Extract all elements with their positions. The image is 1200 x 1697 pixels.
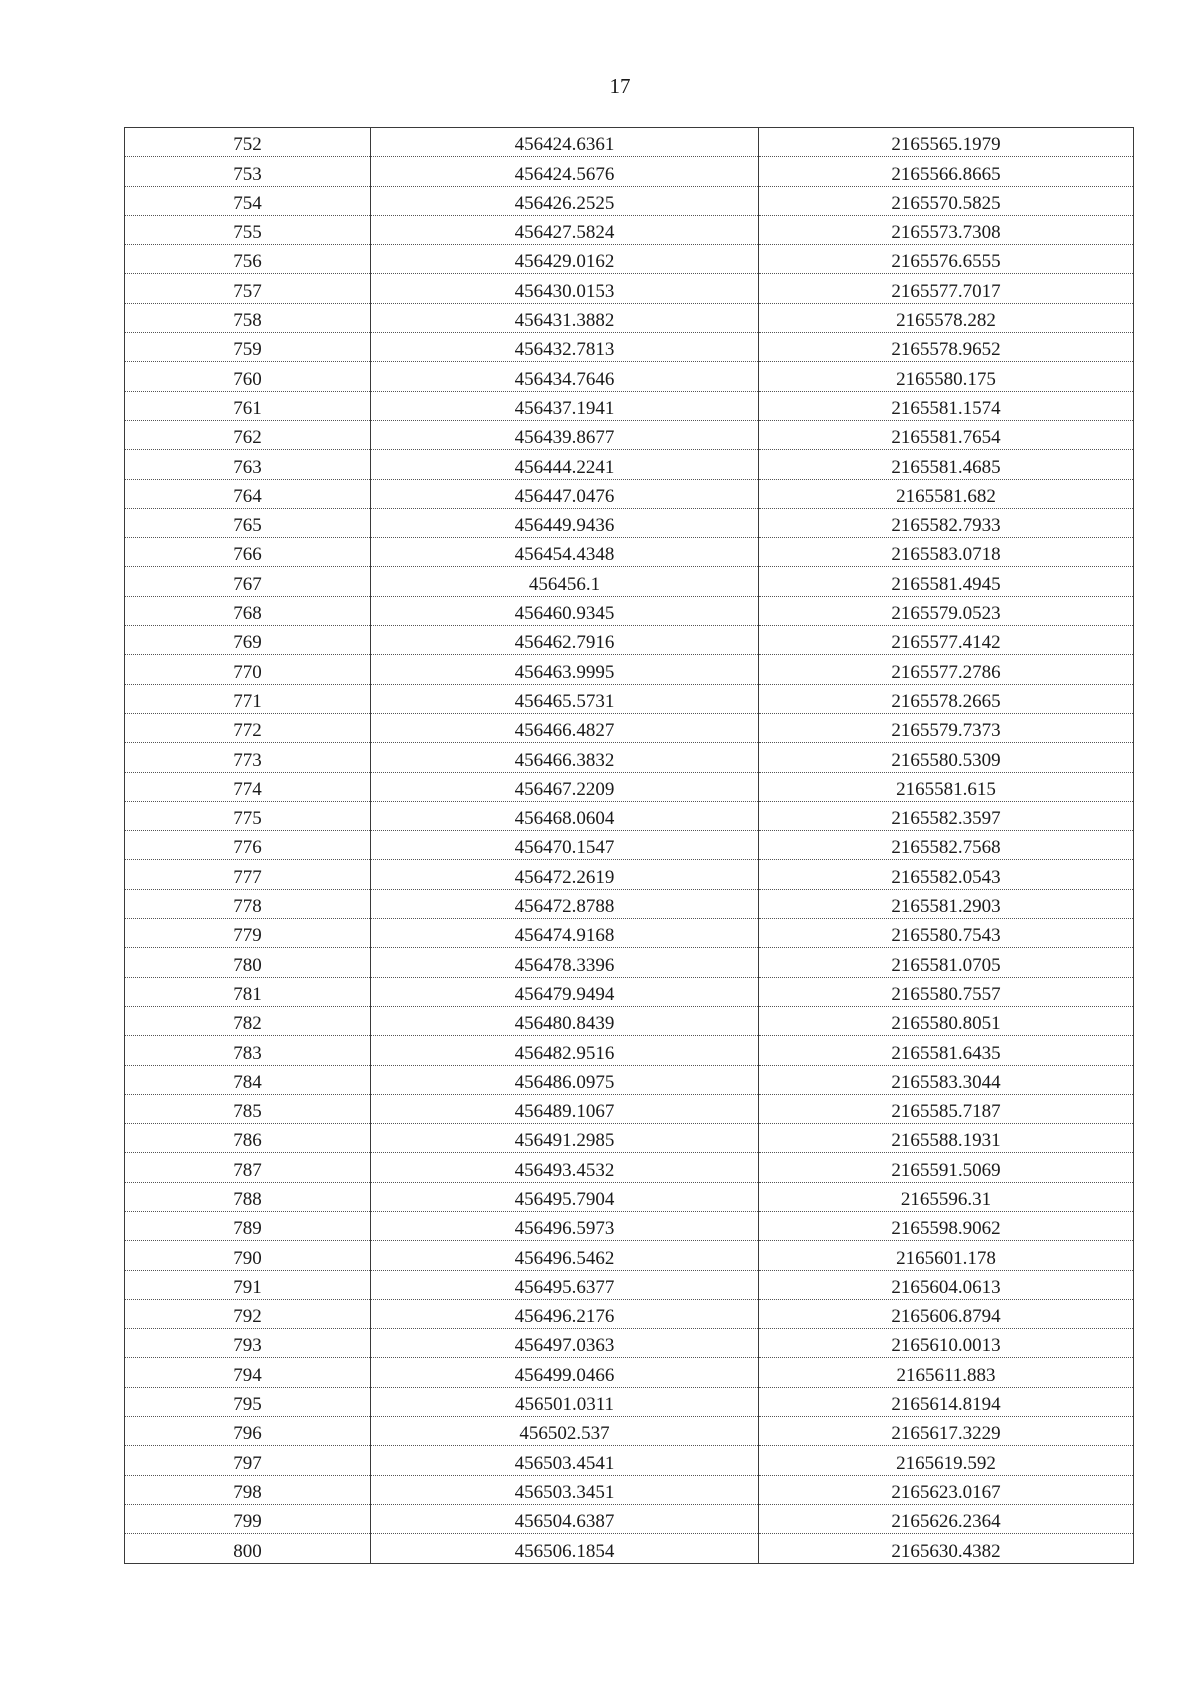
- y-coordinate-cell: 2165606.8794: [759, 1299, 1134, 1328]
- x-coordinate-cell: 456449.9436: [371, 508, 759, 537]
- point-number-cell: 774: [125, 772, 371, 801]
- point-number-cell: 795: [125, 1387, 371, 1416]
- x-coordinate-cell: 456465.5731: [371, 684, 759, 713]
- y-coordinate-cell: 2165577.2786: [759, 655, 1134, 684]
- x-coordinate-cell: 456424.5676: [371, 157, 759, 186]
- x-coordinate-cell: 456432.7813: [371, 333, 759, 362]
- coordinate-table: [124, 127, 1134, 1564]
- point-number-cell: 785: [125, 1094, 371, 1123]
- table-row: [125, 860, 1134, 889]
- y-coordinate-cell: 2165614.8194: [759, 1387, 1134, 1416]
- y-coordinate-cell: 2165580.7557: [759, 977, 1134, 1006]
- x-coordinate-cell: 456466.4827: [371, 713, 759, 742]
- point-number-cell: 773: [125, 743, 371, 772]
- point-number-cell: 787: [125, 1153, 371, 1182]
- x-coordinate-cell: 456437.1941: [371, 391, 759, 420]
- x-coordinate-cell: 456434.7646: [371, 362, 759, 391]
- x-coordinate-cell: 456472.8788: [371, 889, 759, 918]
- y-coordinate-cell: 2165581.4685: [759, 450, 1134, 479]
- y-coordinate-cell: 2165582.3597: [759, 801, 1134, 830]
- table-row: [125, 977, 1134, 1006]
- y-coordinate-cell: 2165583.3044: [759, 1065, 1134, 1094]
- x-coordinate-cell: 456467.2209: [371, 772, 759, 801]
- x-coordinate-cell: 456439.8677: [371, 420, 759, 449]
- y-coordinate-cell: 2165581.2903: [759, 889, 1134, 918]
- table-row: [125, 303, 1134, 332]
- y-coordinate-cell: 2165585.7187: [759, 1094, 1134, 1123]
- table-row: [125, 948, 1134, 977]
- y-coordinate-cell: 2165582.7568: [759, 831, 1134, 860]
- table-row: [125, 538, 1134, 567]
- x-coordinate-cell: 456454.4348: [371, 538, 759, 567]
- point-number-cell: 762: [125, 420, 371, 449]
- x-coordinate-cell: 456496.5462: [371, 1241, 759, 1270]
- table-row: [125, 626, 1134, 655]
- x-coordinate-cell: 456479.9494: [371, 977, 759, 1006]
- x-coordinate-cell: 456503.4541: [371, 1446, 759, 1475]
- table-row: [125, 889, 1134, 918]
- point-number-cell: 789: [125, 1211, 371, 1240]
- table-row: [125, 1299, 1134, 1328]
- x-coordinate-cell: 456426.2525: [371, 186, 759, 215]
- point-number-cell: 756: [125, 245, 371, 274]
- table-row: [125, 1182, 1134, 1211]
- point-number-cell: 758: [125, 303, 371, 332]
- table-row: [125, 684, 1134, 713]
- table-row: [125, 274, 1134, 303]
- point-number-cell: 796: [125, 1417, 371, 1446]
- y-coordinate-cell: 2165580.7543: [759, 919, 1134, 948]
- y-coordinate-cell: 2165578.2665: [759, 684, 1134, 713]
- y-coordinate-cell: 2165623.0167: [759, 1475, 1134, 1504]
- table-row: [125, 713, 1134, 742]
- point-number-cell: 782: [125, 1006, 371, 1035]
- y-coordinate-cell: 2165583.0718: [759, 538, 1134, 567]
- point-number-cell: 788: [125, 1182, 371, 1211]
- point-number-cell: 769: [125, 626, 371, 655]
- table-row: [125, 1475, 1134, 1504]
- x-coordinate-cell: 456486.0975: [371, 1065, 759, 1094]
- point-number-cell: 768: [125, 596, 371, 625]
- point-number-cell: 780: [125, 948, 371, 977]
- x-coordinate-cell: 456447.0476: [371, 479, 759, 508]
- table-row: [125, 362, 1134, 391]
- table-row: [125, 215, 1134, 244]
- y-coordinate-cell: 2165601.178: [759, 1241, 1134, 1270]
- point-number-cell: 781: [125, 977, 371, 1006]
- point-number-cell: 752: [125, 128, 371, 157]
- y-coordinate-cell: 2165604.0613: [759, 1270, 1134, 1299]
- y-coordinate-cell: 2165619.592: [759, 1446, 1134, 1475]
- y-coordinate-cell: 2165580.5309: [759, 743, 1134, 772]
- point-number-cell: 799: [125, 1504, 371, 1533]
- y-coordinate-cell: 2165578.282: [759, 303, 1134, 332]
- point-number-cell: 779: [125, 919, 371, 948]
- point-number-cell: 753: [125, 157, 371, 186]
- x-coordinate-cell: 456470.1547: [371, 831, 759, 860]
- point-number-cell: 777: [125, 860, 371, 889]
- table-row: [125, 1094, 1134, 1123]
- x-coordinate-cell: 456480.8439: [371, 1006, 759, 1035]
- table-row: [125, 1270, 1134, 1299]
- point-number-cell: 794: [125, 1358, 371, 1387]
- point-number-cell: 770: [125, 655, 371, 684]
- y-coordinate-cell: 2165598.9062: [759, 1211, 1134, 1240]
- table-row: [125, 157, 1134, 186]
- table-row: [125, 596, 1134, 625]
- x-coordinate-cell: 456456.1: [371, 567, 759, 596]
- x-coordinate-cell: 456424.6361: [371, 128, 759, 157]
- x-coordinate-cell: 456427.5824: [371, 215, 759, 244]
- y-coordinate-cell: 2165617.3229: [759, 1417, 1134, 1446]
- x-coordinate-cell: 456472.2619: [371, 860, 759, 889]
- table-row: [125, 333, 1134, 362]
- table-row: [125, 655, 1134, 684]
- x-coordinate-cell: 456496.2176: [371, 1299, 759, 1328]
- x-coordinate-cell: 456463.9995: [371, 655, 759, 684]
- table-row: [125, 391, 1134, 420]
- point-number-cell: 772: [125, 713, 371, 742]
- y-coordinate-cell: 2165565.1979: [759, 128, 1134, 157]
- point-number-cell: 767: [125, 567, 371, 596]
- x-coordinate-cell: 456495.6377: [371, 1270, 759, 1299]
- point-number-cell: 778: [125, 889, 371, 918]
- point-number-cell: 763: [125, 450, 371, 479]
- x-coordinate-cell: 456474.9168: [371, 919, 759, 948]
- y-coordinate-cell: 2165581.4945: [759, 567, 1134, 596]
- table-row: [125, 420, 1134, 449]
- y-coordinate-cell: 2165581.0705: [759, 948, 1134, 977]
- y-coordinate-cell: 2165577.4142: [759, 626, 1134, 655]
- x-coordinate-cell: 456468.0604: [371, 801, 759, 830]
- point-number-cell: 764: [125, 479, 371, 508]
- x-coordinate-cell: 456493.4532: [371, 1153, 759, 1182]
- point-number-cell: 760: [125, 362, 371, 391]
- point-number-cell: 761: [125, 391, 371, 420]
- y-coordinate-cell: 2165581.615: [759, 772, 1134, 801]
- point-number-cell: 784: [125, 1065, 371, 1094]
- point-number-cell: 798: [125, 1475, 371, 1504]
- table-row: [125, 186, 1134, 215]
- point-number-cell: 793: [125, 1329, 371, 1358]
- x-coordinate-cell: 456496.5973: [371, 1211, 759, 1240]
- table-row: [125, 128, 1134, 157]
- table-row: [125, 772, 1134, 801]
- x-coordinate-cell: 456444.2241: [371, 450, 759, 479]
- y-coordinate-cell: 2165573.7308: [759, 215, 1134, 244]
- table-row: [125, 245, 1134, 274]
- point-number-cell: 776: [125, 831, 371, 860]
- x-coordinate-cell: 456430.0153: [371, 274, 759, 303]
- x-coordinate-cell: 456478.3396: [371, 948, 759, 977]
- x-coordinate-cell: 456502.537: [371, 1417, 759, 1446]
- point-number-cell: 797: [125, 1446, 371, 1475]
- page-number: 17: [609, 74, 631, 98]
- table-row: [125, 801, 1134, 830]
- point-number-cell: 775: [125, 801, 371, 830]
- x-coordinate-cell: 456497.0363: [371, 1329, 759, 1358]
- table-row: [125, 1446, 1134, 1475]
- y-coordinate-cell: 2165580.8051: [759, 1006, 1134, 1035]
- table-row: [125, 1387, 1134, 1416]
- y-coordinate-cell: 2165591.5069: [759, 1153, 1134, 1182]
- coordinate-table-body: [125, 128, 1134, 1564]
- table-row: [125, 1124, 1134, 1153]
- x-coordinate-cell: 456504.6387: [371, 1504, 759, 1533]
- point-number-cell: 790: [125, 1241, 371, 1270]
- table-row: [125, 1534, 1134, 1563]
- x-coordinate-cell: 456501.0311: [371, 1387, 759, 1416]
- table-row: [125, 508, 1134, 537]
- point-number-cell: 759: [125, 333, 371, 362]
- table-row: [125, 1153, 1134, 1182]
- table-row: [125, 1417, 1134, 1446]
- table-row: [125, 1241, 1134, 1270]
- point-number-cell: 783: [125, 1036, 371, 1065]
- y-coordinate-cell: 2165579.0523: [759, 596, 1134, 625]
- table-row: [125, 919, 1134, 948]
- table-row: [125, 1211, 1134, 1240]
- y-coordinate-cell: 2165578.9652: [759, 333, 1134, 362]
- x-coordinate-cell: 456460.9345: [371, 596, 759, 625]
- point-number-cell: 791: [125, 1270, 371, 1299]
- point-number-cell: 755: [125, 215, 371, 244]
- x-coordinate-cell: 456429.0162: [371, 245, 759, 274]
- table-row: [125, 450, 1134, 479]
- y-coordinate-cell: 2165626.2364: [759, 1504, 1134, 1533]
- y-coordinate-cell: 2165582.0543: [759, 860, 1134, 889]
- point-number-cell: 757: [125, 274, 371, 303]
- table-row: [125, 1504, 1134, 1533]
- y-coordinate-cell: 2165581.7654: [759, 420, 1134, 449]
- table-row: [125, 1065, 1134, 1094]
- point-number-cell: 771: [125, 684, 371, 713]
- y-coordinate-cell: 2165581.682: [759, 479, 1134, 508]
- y-coordinate-cell: 2165566.8665: [759, 157, 1134, 186]
- x-coordinate-cell: 456506.1854: [371, 1534, 759, 1563]
- x-coordinate-cell: 456491.2985: [371, 1124, 759, 1153]
- y-coordinate-cell: 2165630.4382: [759, 1534, 1134, 1563]
- point-number-cell: 766: [125, 538, 371, 567]
- table-row: [125, 1006, 1134, 1035]
- x-coordinate-cell: 456431.3882: [371, 303, 759, 332]
- y-coordinate-cell: 2165581.6435: [759, 1036, 1134, 1065]
- point-number-cell: 754: [125, 186, 371, 215]
- table-row: [125, 743, 1134, 772]
- point-number-cell: 800: [125, 1534, 371, 1563]
- x-coordinate-cell: 456482.9516: [371, 1036, 759, 1065]
- table-row: [125, 1358, 1134, 1387]
- y-coordinate-cell: 2165596.31: [759, 1182, 1134, 1211]
- point-number-cell: 786: [125, 1124, 371, 1153]
- y-coordinate-cell: 2165588.1931: [759, 1124, 1134, 1153]
- x-coordinate-cell: 456499.0466: [371, 1358, 759, 1387]
- y-coordinate-cell: 2165580.175: [759, 362, 1134, 391]
- table-row: [125, 479, 1134, 508]
- x-coordinate-cell: 456466.3832: [371, 743, 759, 772]
- y-coordinate-cell: 2165570.5825: [759, 186, 1134, 215]
- x-coordinate-cell: 456503.3451: [371, 1475, 759, 1504]
- y-coordinate-cell: 2165610.0013: [759, 1329, 1134, 1358]
- x-coordinate-cell: 456495.7904: [371, 1182, 759, 1211]
- table-row: [125, 567, 1134, 596]
- point-number-cell: 765: [125, 508, 371, 537]
- y-coordinate-cell: 2165577.7017: [759, 274, 1134, 303]
- y-coordinate-cell: 2165576.6555: [759, 245, 1134, 274]
- y-coordinate-cell: 2165581.1574: [759, 391, 1134, 420]
- y-coordinate-cell: 2165611.883: [759, 1358, 1134, 1387]
- y-coordinate-cell: 2165582.7933: [759, 508, 1134, 537]
- point-number-cell: 792: [125, 1299, 371, 1328]
- table-row: [125, 1329, 1134, 1358]
- x-coordinate-cell: 456489.1067: [371, 1094, 759, 1123]
- y-coordinate-cell: 2165579.7373: [759, 713, 1134, 742]
- x-coordinate-cell: 456462.7916: [371, 626, 759, 655]
- table-row: [125, 1036, 1134, 1065]
- table-row: [125, 831, 1134, 860]
